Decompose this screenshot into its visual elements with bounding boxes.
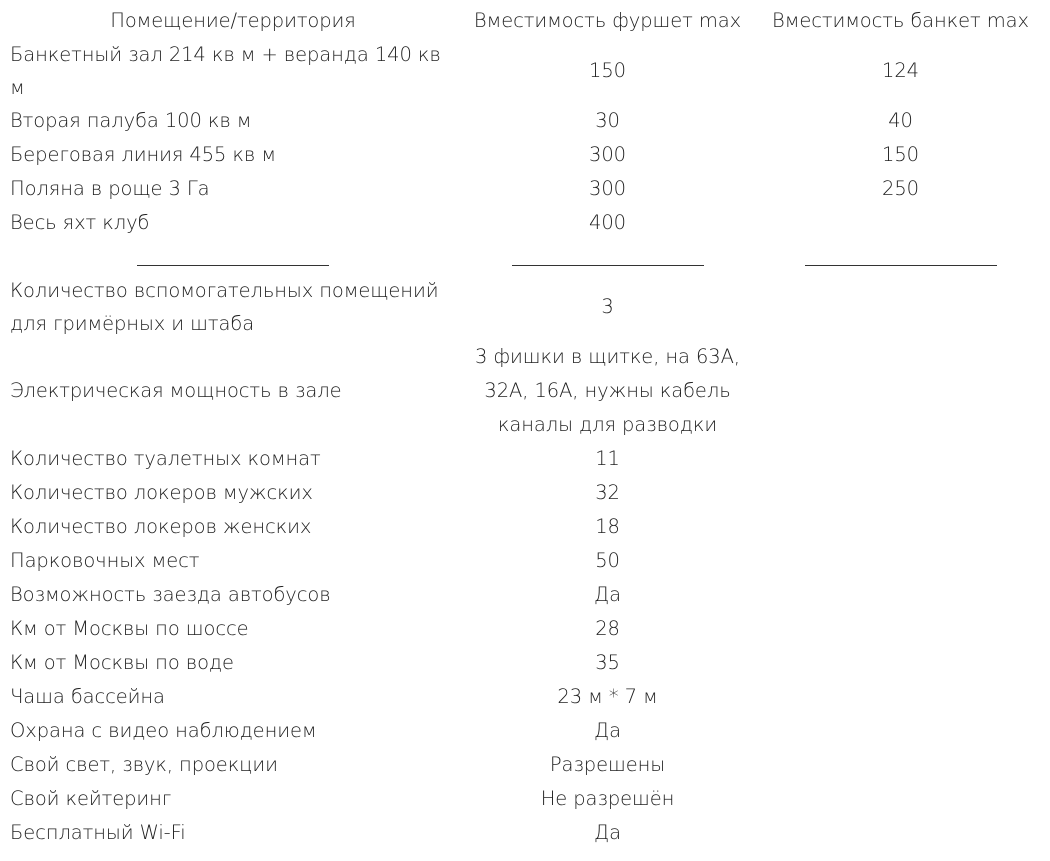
buffet-capacity: 300 (589, 143, 626, 166)
separator-cell (460, 240, 755, 274)
venue-name: Вторая палуба 100 кв м (10, 109, 252, 132)
facility-name: Чаша бассейна (10, 685, 165, 708)
facility-value: 3 (601, 295, 614, 318)
table-row (6, 680, 1046, 714)
facility-name: Количество туалетных комнат (10, 447, 321, 470)
empty-cell (755, 274, 1046, 340)
facility-value: Разрешены (549, 753, 666, 776)
facility-name: Км от Москвы по шоссе (10, 617, 249, 640)
empty-cell (755, 442, 1046, 476)
facility-name: Свой кейтеринг (10, 787, 172, 810)
table-row (6, 714, 1046, 748)
separator-cell (755, 240, 1046, 274)
facility-name: Парковочных мест (10, 549, 200, 572)
banquet-capacity (755, 206, 1046, 240)
buffet-capacity: 150 (589, 59, 626, 82)
table-row (6, 206, 1046, 240)
separator-cell (6, 240, 460, 274)
table-row (6, 578, 1046, 612)
empty-cell (755, 612, 1046, 646)
empty-cell (755, 340, 1046, 442)
empty-cell (755, 646, 1046, 680)
facility-name: Электрическая мощность в зале (10, 379, 342, 402)
header-buffet-capacity: Вместимость фуршет max (473, 9, 742, 32)
facility-value: Да (594, 821, 621, 844)
table-row (6, 748, 1046, 782)
facility-value: Да (594, 583, 621, 606)
facility-value: 18 (595, 515, 620, 538)
table-row (6, 340, 1046, 442)
table-header (6, 4, 1046, 38)
table-row (6, 816, 1046, 850)
empty-cell (755, 714, 1046, 748)
facility-name: Количество локеров мужских (10, 481, 313, 504)
facility-value: Не разрешён (540, 787, 675, 810)
table-row (6, 442, 1046, 476)
buffet-capacity: 400 (589, 211, 626, 234)
facility-value: 23 м * 7 м (557, 685, 658, 708)
facility-value: 50 (595, 549, 620, 572)
header-premises: Помещение/территория (110, 9, 356, 32)
facility-name: Количество локеров женских (10, 515, 312, 538)
table-row (6, 172, 1046, 206)
facility-name: Охрана с видео наблюдением (10, 719, 317, 742)
empty-cell (755, 476, 1046, 510)
buffet-capacity: 300 (589, 177, 626, 200)
table-row (6, 274, 1046, 340)
empty-cell (755, 510, 1046, 544)
venue-name: Береговая линия 455 кв м (10, 143, 276, 166)
empty-cell (755, 544, 1046, 578)
table-row (6, 138, 1046, 172)
divider-line (805, 249, 997, 266)
facility-value: 11 (595, 447, 620, 470)
venue-name: Поляна в роще 3 Га (10, 177, 210, 200)
table-row (6, 782, 1046, 816)
buffet-capacity: 30 (595, 109, 620, 132)
facility-value: 28 (595, 617, 620, 640)
header-row (6, 4, 1046, 38)
facility-value: 3 фишки в щитке, на 63А, 32А, 16А, нужны кабель каналы для разводки (475, 345, 740, 436)
banquet-capacity: 150 (882, 143, 919, 166)
facility-value: Да (594, 719, 621, 742)
empty-cell (755, 816, 1046, 850)
table-row (6, 612, 1046, 646)
table-row (6, 544, 1046, 578)
table-row (6, 104, 1046, 138)
facility-value: 35 (595, 651, 620, 674)
banquet-capacity: 124 (882, 59, 919, 82)
divider-line (137, 249, 329, 266)
empty-cell (755, 748, 1046, 782)
table-row (6, 646, 1046, 680)
table-row (6, 510, 1046, 544)
separator-row (6, 240, 1046, 274)
empty-cell (755, 782, 1046, 816)
venue-name: Весь яхт клуб (10, 211, 150, 234)
banquet-capacity: 40 (888, 109, 913, 132)
empty-cell (755, 680, 1046, 714)
divider-line (512, 249, 704, 266)
venue-name: Банкетный зал 214 кв м + веранда 140 кв м (10, 43, 441, 99)
facility-name: Возможность заезда автобусов (10, 583, 331, 606)
venue-capacity-table (6, 4, 1046, 850)
table-row (6, 38, 1046, 104)
header-banquet-capacity: Вместимость банкет max (772, 9, 1029, 32)
table-row (6, 476, 1046, 510)
banquet-capacity: 250 (882, 177, 919, 200)
facility-value: 32 (595, 481, 620, 504)
facility-name: Км от Москвы по воде (10, 651, 234, 674)
venues-body (6, 38, 1046, 274)
facility-name: Бесплатный Wi-Fi (10, 821, 186, 844)
empty-cell (755, 578, 1046, 612)
facility-name: Количество вспомогательных помещений для гримёрных и штаба (10, 279, 439, 335)
facilities-body (6, 274, 1046, 850)
facility-name: Свой свет, звук, проекции (10, 753, 278, 776)
